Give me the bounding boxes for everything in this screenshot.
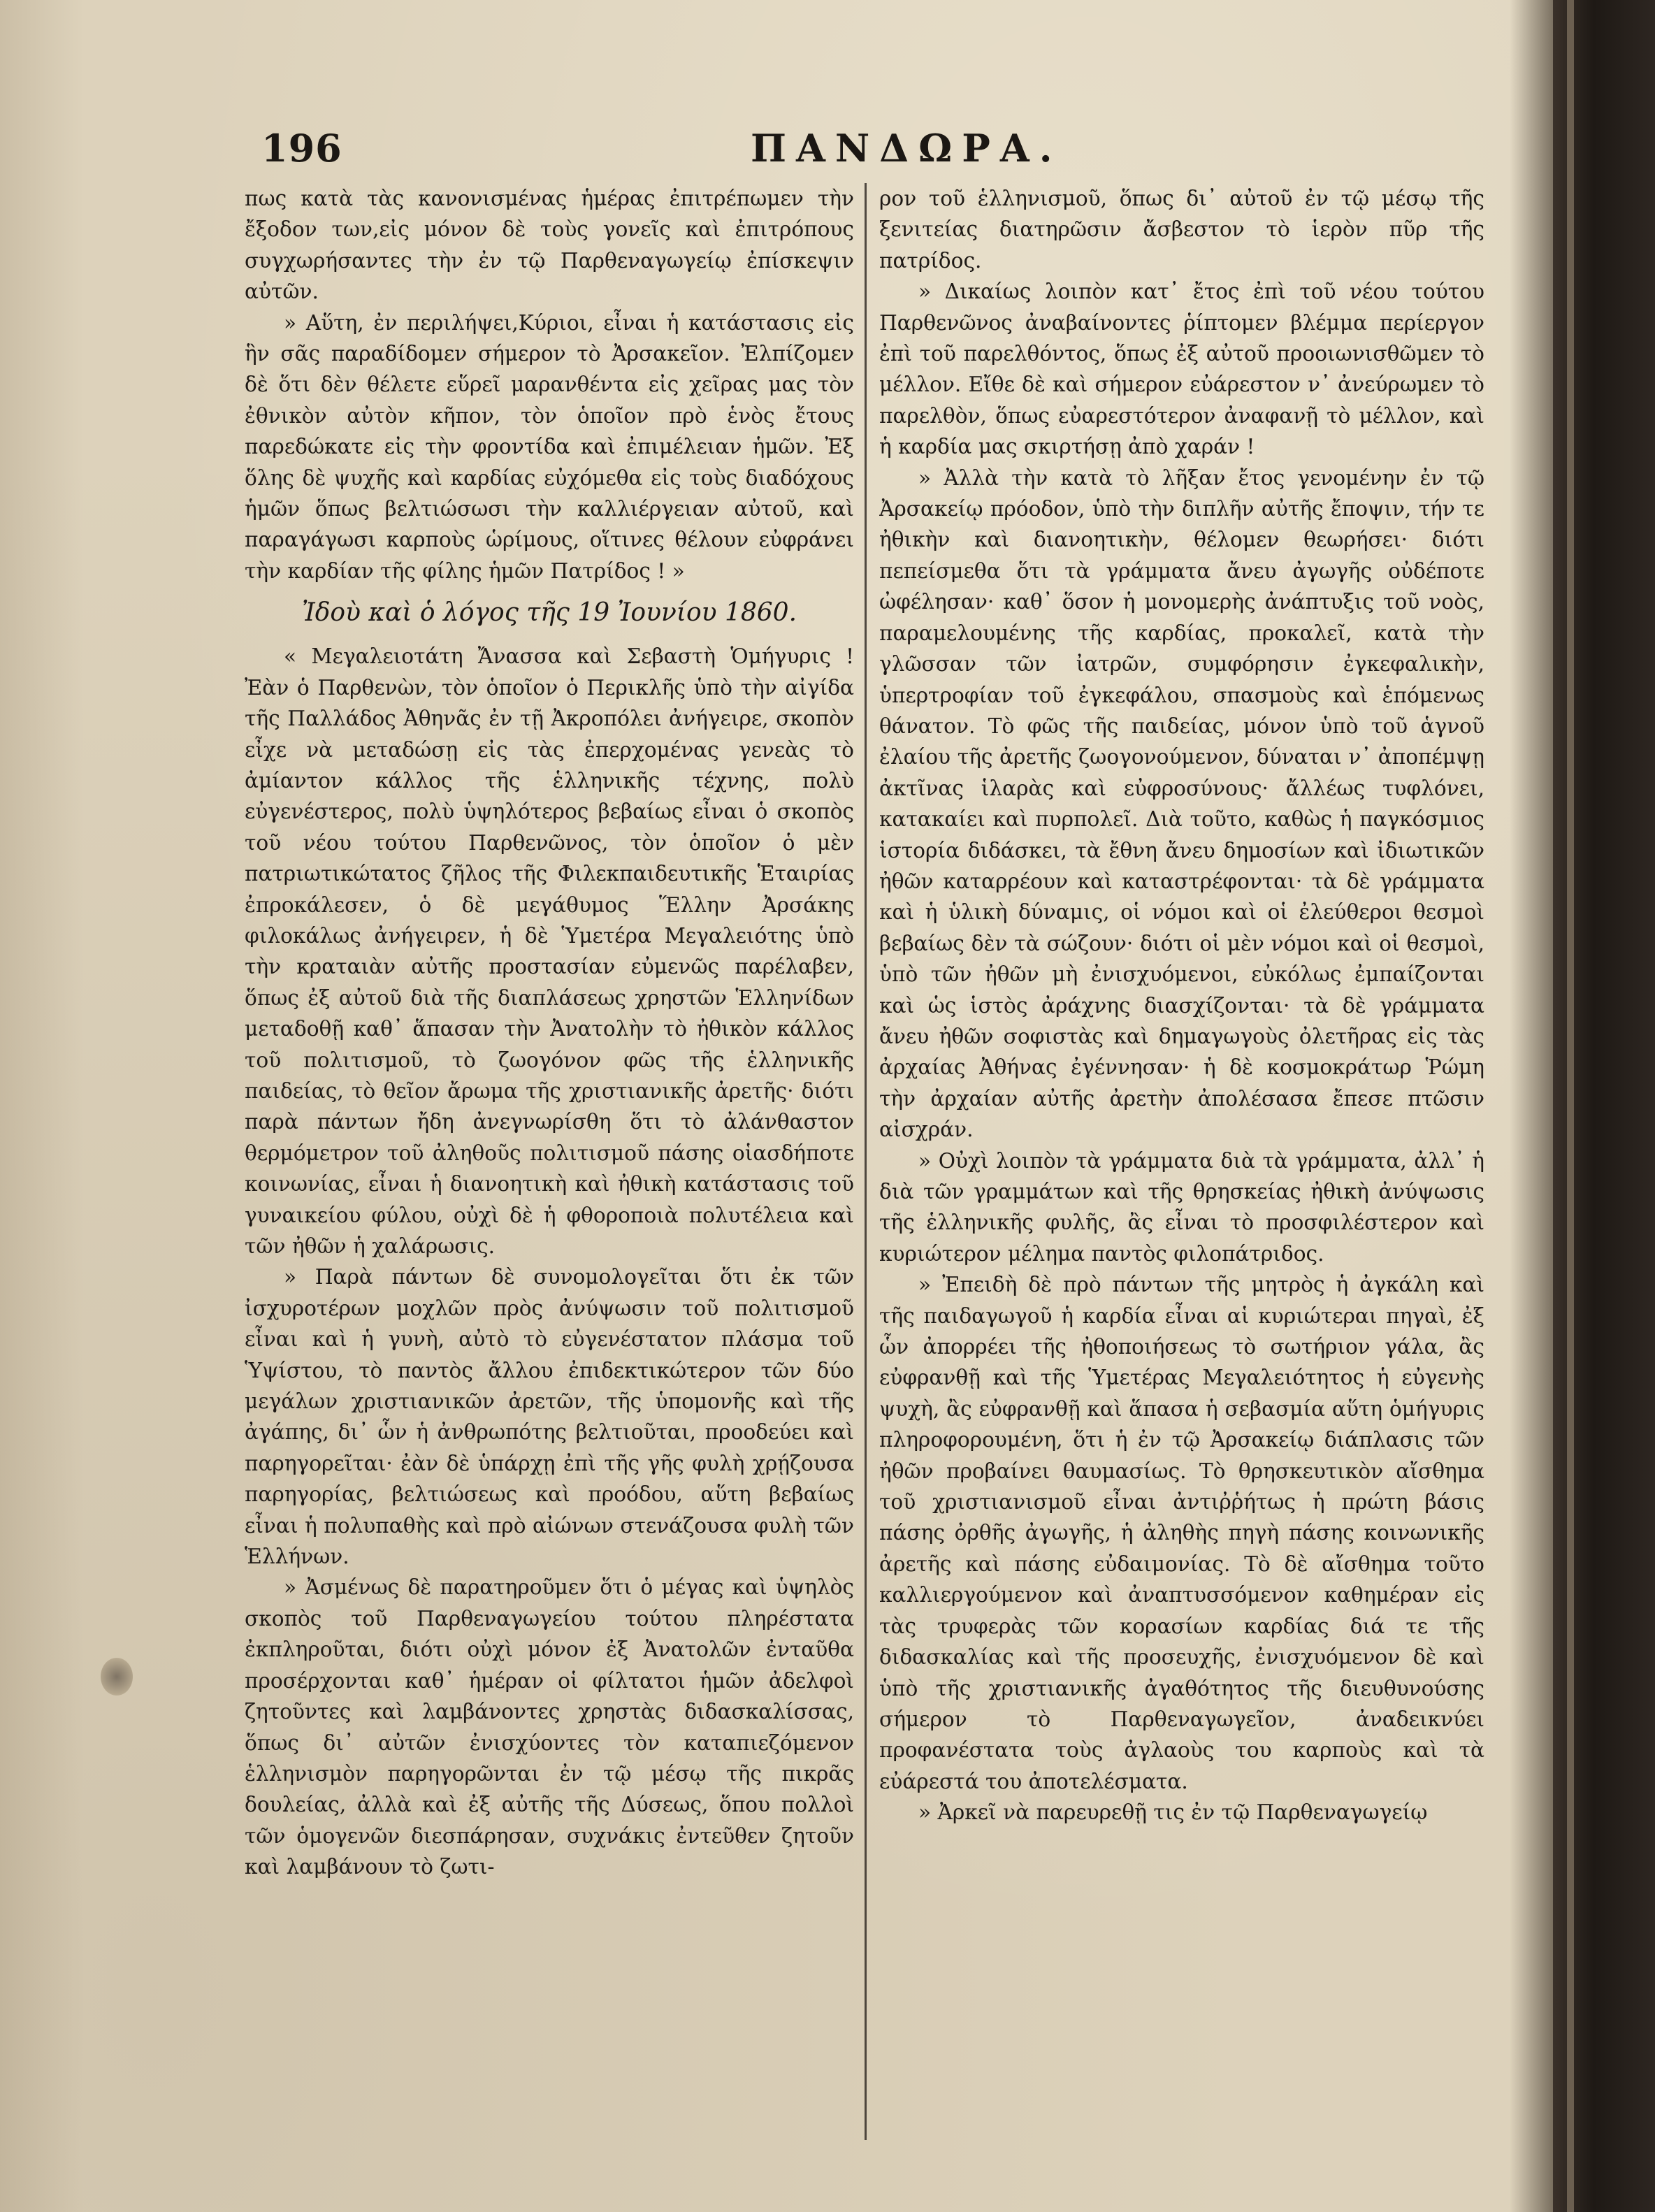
page-edge-stain	[0, 0, 84, 2212]
ink-blot	[101, 1658, 133, 1696]
paragraph: » Δικαίως λοιπὸν κατ᾽ ἔτος ἐπὶ τοῦ νέου τούτου Παρθενῶνος ἀναβαίνοντες ῥίπτομεν βλέμμα περίεργον ἐπὶ τοῦ παρελθόντος, ὅπως ἐξ αὐτοῦ προοιωνισθῶμεν τὸ μέλλον. Εἴθε δὲ καὶ σήμερον εὐάρεστον ν᾽ ἀνεύρωμεν τὸ παρελθὸν, ὅπως εὐαρεστότερον ἀναφανῇ τὸ μέλλον, καὶ ἡ καρδία μας σκιρτήσῃ ἀπὸ χαράν !	[879, 280, 1484, 459]
paragraph: « Μεγαλειοτάτη Ἄνασσα καὶ Σεβαστὴ Ὁμήγυρις ! Ἐὰν ὁ Παρθενὼν, τὸν ὁποῖον ὁ Περικλῆς ὑπὸ τὴν αἰγίδα τῆς Παλλάδος Ἀθηνᾶς ἐν τῇ Ἀκροπόλει ἀνήγειρε, σκοπὸν εἶχε νὰ μεταδώσῃ εἰς τὰς ἐπερχομένας γενεὰς τὸ ἀμίαντον κάλλος τῆς ἑλληνικῆς τέχνης, πολὺ εὐγενέστερος, πολὺ ὑψηλότερος βεβαίως εἶναι ὁ σκοπὸς τοῦ νέου τούτου Παρθενῶνος, τὸν ὁποῖον ὁ μὲν πατριωτικώτατος ζῆλος τῆς Φιλεκπαιδευτικῆς Ἑταιρίας ἐπροκάλεσεν, ὁ δὲ μεγάθυμος Ἕλλην Ἀρσάκης φιλοκάλως ἀνήγειρεν, ἡ δὲ Ὑμετέρα Μεγαλειότης ὑπὸ τὴν κραταιὰν αὐτῆς προστασίαν εὐμενῶς παρέλαβεν, ὅπως ἐξ αὐτοῦ διὰ τῆς διαπλάσεως χρηστῶν Ἑλληνίδων μεταδοθῇ καθ᾽ ἅπασαν τὴν Ἀνατολὴν τὸ ἠθικὸν κάλλος τοῦ πολιτισμοῦ, τὸ ζωογόνον φῶς τῆς ἑλληνικῆς παιδείας, τὸ θεῖον ἄρωμα τῆς χριστιανικῆς ἀρετῆς· διότι παρὰ πάντων ἤδη ἀνεγνωρίσθη ὅτι τὸ ἀλάνθαστον θερμόμετρον τοῦ ἀληθοῦς πολιτισμοῦ πάσης οἱασδήποτε κοινωνίας, εἶναι ἡ διανοητικὴ καὶ ἠθικὴ κατάστασις τοῦ γυναικείου φύλου, οὐχὶ δὲ ἡ φθοροποιὰ πολυτέλεια καὶ τῶν ἠθῶν ἡ χαλάρωσις.	[245, 644, 854, 1258]
paragraph: ρον τοῦ ἑλληνισμοῦ, ὅπως δι᾽ αὐτοῦ ἐν τῷ μέσῳ τῆς ξενιτείας διατηρῶσιν ἄσβεστον τὸ ἱερὸν πῦρ τῆς πατρίδος.	[879, 187, 1484, 273]
adjacent-page-edge	[1553, 0, 1655, 2212]
paragraph: » Παρὰ πάντων δὲ συνομολογεῖται ὅτι ἐκ τῶν ἰσχυροτέρων μοχλῶν πρὸς ἀνύψωσιν τοῦ πολιτισμοῦ εἶναι καὶ ἡ γυνὴ, αὐτὸ τὸ εὐγενέστατον πλάσμα τοῦ Ὑψίστου, τὸ παντὸς ἄλλου ἐπιδεκτικώτερον τῶν δύο μεγάλων χριστιανικῶν ἀρετῶν, τῆς ὑπομονῆς καὶ τῆς ἀγάπης, δι᾽ ὧν ἡ ἀνθρωπότης βελτιοῦται, προοδεύει καὶ παρηγορεῖται· ἐὰν δὲ ὑπάρχῃ ἐπὶ τῆς γῆς φυλὴ χρῄζουσα παρηγορίας, βελτιώσεως καὶ προόδου, αὕτη βεβαίως εἶναι ἡ πολυπαθὴς καὶ πρὸ αἰώνων στενάζουσα φυλὴ τῶν Ἑλλήνων.	[245, 1265, 854, 1569]
paragraph: » Ἐπειδὴ δὲ πρὸ πάντων τῆς μητρὸς ἡ ἀγκάλη καὶ τῆς παιδαγωγοῦ ἡ καρδία εἶναι αἱ κυριώτεραι πηγαὶ, ἐξ ὧν ἀπορρέει τῆς ἠθοποιήσεως τὸ σωτήριον γάλα, ἂς εὐφρανθῇ καὶ τῆς Ὑμετέρας Μεγαλειότητος ἡ εὐγενὴς ψυχὴ, ἂς εὐφρανθῇ καὶ ἅπασα ἡ σεβασμία αὕτη ὁμήγυρις πληροφορουμένη, ὅτι ἡ ἐν τῷ Ἀρσακείῳ διάπλασις τῶν ἠθῶν προβαίνει θαυμασίως. Τὸ θρησκευτικὸν αἴσθημα τοῦ χριστιανισμοῦ εἶναι ἀντιῤῥήτως ἡ πρώτη βάσις πάσης ὀρθῆς ἀγωγῆς, ἡ ἀληθὴς πηγὴ πάσης κοινωνικῆς ἀρετῆς καὶ πάσης εὐδαιμονίας. Τὸ δὲ αἴσθημα τοῦτο καλλιεργούμενον καὶ ἀναπτυσσόμενον καθημέραν εἰς τὰς τρυφερὰς τῶν κορασίων καρδίας διά τε τῆς διδασκαλίας καὶ τῆς προσευχῆς, ἐνισχυόμενον δὲ καὶ ὑπὸ τῆς χριστιανικῆς ἀγαθότητος τῆς διευθυνούσης σήμερον τὸ Παρθεναγωγεῖον, ἀναδεικνύει προφανέστατα τοὺς ἀγλαοὺς του καρποὺς καὶ τὰ εὐάρεστά του ἀποτελέσματα.	[879, 1273, 1484, 1793]
paragraph: » Αὕτη, ἐν περιλήψει,Κύριοι, εἶναι ἡ κατάστασις εἰς ἣν σᾶς παραδίδομεν σήμερον τὸ Ἀρσακεῖον. Ἐλπίζομεν δὲ ὅτι δὲν θέλετε εὕρεῖ μαρανθέντα εἰς χεῖρας μας τὸν ἐθνικὸν αὐτὸν κῆπον, τὸν ὁποῖον πρὸ ἑνὸς ἔτους παρεδώκατε εἰς τὴν φροντίδα καὶ ἐπιμέλειαν ἡμῶν. Ἐξ ὅλης δὲ ψυχῆς καὶ καρδίας εὐχόμεθα εἰς τοὺς διαδόχους ἡμῶν ὅπως βελτιώσωσι τὴν καλλιέργειαν αὐτοῦ, καὶ παραγάγωσι καρποὺς ὡρίμους, οἵτινες θέλουν εὐφράνει τὴν καρδίαν τῆς φίλης ἡμῶν Πατρίδος ! »	[245, 310, 854, 583]
page-sliver	[1567, 0, 1574, 2212]
left-text-column	[245, 183, 854, 2140]
page-header	[261, 126, 1486, 175]
page-number: 196	[261, 126, 342, 171]
right-text-column	[879, 183, 1484, 2140]
section-heading: Ἰδοὺ καὶ ὁ λόγος τῆς 19 Ἰουνίου 1860.	[301, 598, 797, 628]
paragraph: πως κατὰ τὰς κανονισμένας ἡμέρας ἐπιτρέπωμεν τὴν ἔξοδον των,εἰς μόνον δὲ τοὺς γονεῖς καὶ ἐπιτρόπους συγχωρήσαντες τὴν ἐν τῷ Παρθεναγωγείῳ ἐπίσκεψιν αὐτῶν.	[245, 187, 854, 304]
paragraph: » Ἀρκεῖ νὰ παρευρεθῇ τις ἐν τῷ Παρθεναγωγείῳ	[918, 1800, 1428, 1825]
column-divider	[865, 183, 867, 2140]
paragraph: » Οὐχὶ λοιπὸν τὰ γράμματα διὰ τὰ γράμματα, ἀλλ᾽ ἡ διὰ τῶν γραμμάτων καὶ τῆς θρησκείας ἠθικὴ ἀνύψωσις τῆς ἑλληνικῆς φυλῆς, ἂς εἶναι τὸ προσφιλέστερον καὶ κυριώτερον μέλημα παντὸς φιλοπάτριδος.	[879, 1148, 1484, 1266]
binding-shadow	[1510, 0, 1553, 2212]
running-title: ΠΑΝΔΩΡΑ.	[751, 126, 1062, 171]
paragraph: » Ἀσμένως δὲ παρατηροῦμεν ὅτι ὁ μέγας καὶ ὑψηλὸς σκοπὸς τοῦ Παρθεναγωγείου τούτου πληρέστατα ἐκπληροῦται, διότι οὐχὶ μόνον ἐξ Ἀνατολῶν ἐνταῦθα προσέρχονται καθ᾽ ἡμέραν οἱ φίλτατοι ἡμῶν ἀδελφοὶ ζητοῦντες καὶ λαμβάνοντες χρηστὰς διδασκαλίσσας, ὅπως δι᾽ αὐτῶν ἐνισχύοντες τὸν καταπιεζόμενον ἑλληνισμὸν παρηγορῶνται ἐν τῷ μέσῳ τῆς πικρᾶς δουλείας, ἀλλὰ καὶ ἐξ αὐτῆς τῆς Δύσεως, ὅπου πολλοὶ τῶν ὁμογενῶν διεσπάρησαν, συχνάκις ἐντεῦθεν ζητοῦν καὶ λαμβάνουν τὸ ζωτι-	[245, 1575, 854, 1879]
paragraph: » Ἀλλὰ τὴν κατὰ τὸ λῆξαν ἔτος γενομένην ἐν τῷ Ἀρσακείῳ πρόοδον, ὑπὸ τὴν διπλῆν αὐτῆς ἔποψιν, τήν τε ἠθικὴν καὶ διανοητικὴν, θέλομεν θεωρήσει· διότι πεπείσμεθα ὅτι τὰ γράμματα ἄνευ ἀγωγῆς οὐδέποτε ὠφέλησαν· καθ᾽ ὅσον ἡ μονομερὴς ἀνάπτυξις τοῦ νοὸς, παραμελουμένης τῆς καρδίας, προκαλεῖ, κατὰ τὴν γλῶσσαν τῶν ἰατρῶν, συμφόρησιν ἐγκεφαλικὴν, ὑπερτροφίαν τοῦ ἐγκεφάλου, σπασμοὺς καὶ ἑπόμενως θάνατον. Τὸ φῶς τῆς παιδείας, μόνον ὑπὸ τοῦ ἁγνοῦ ἐλαίου τῆς ἀρετῆς ζωογονούμενον, δύναται ν᾽ ἀποπέμψῃ ἀκτῖνας ἱλαρὰς καὶ εὐφροσύνους· ἄλλέως τυφλόνει, κατακαίει καὶ πυρπολεῖ. Διὰ τοῦτο, καθὼς ἡ παγκόσμιος ἱστορία διδάσκει, τὰ ἔθνη ἄνευ δημοσίων καὶ ἰδιωτικῶν ἠθῶν καταρρέουν καὶ καταστρέφονται· τὰ δὲ γράμματα καὶ ἡ ὑλικὴ δύναμις, οἱ νόμοι καὶ οἱ ἐλεύθεροι θεσμοὶ βεβαίως δὲν τὰ σώζουν· διότι οἱ μὲν νόμοι καὶ οἱ θεσμοὶ, ὑπὸ τῶν ἠθῶν μὴ ἐνισχυόμενοι, εὐκόλως ἐμπαίζονται καὶ ὡς ἱστὸς ἀράχνης διασχίζονται· τὰ δὲ γράμματα ἄνευ ἠθῶν σοφιστὰς καὶ δημαγωγοὺς ὀλετῆρας εἰς τὰς ἀρχαίας Ἀθήνας ἐγέννησαν· ἡ δὲ κοσμοκράτωρ Ῥώμη τὴν ἀρχαίαν αὐτῆς ἀρετὴν ἀπολέσασα ἔπεσε πτῶσιν αἰσχράν.	[879, 465, 1484, 1142]
